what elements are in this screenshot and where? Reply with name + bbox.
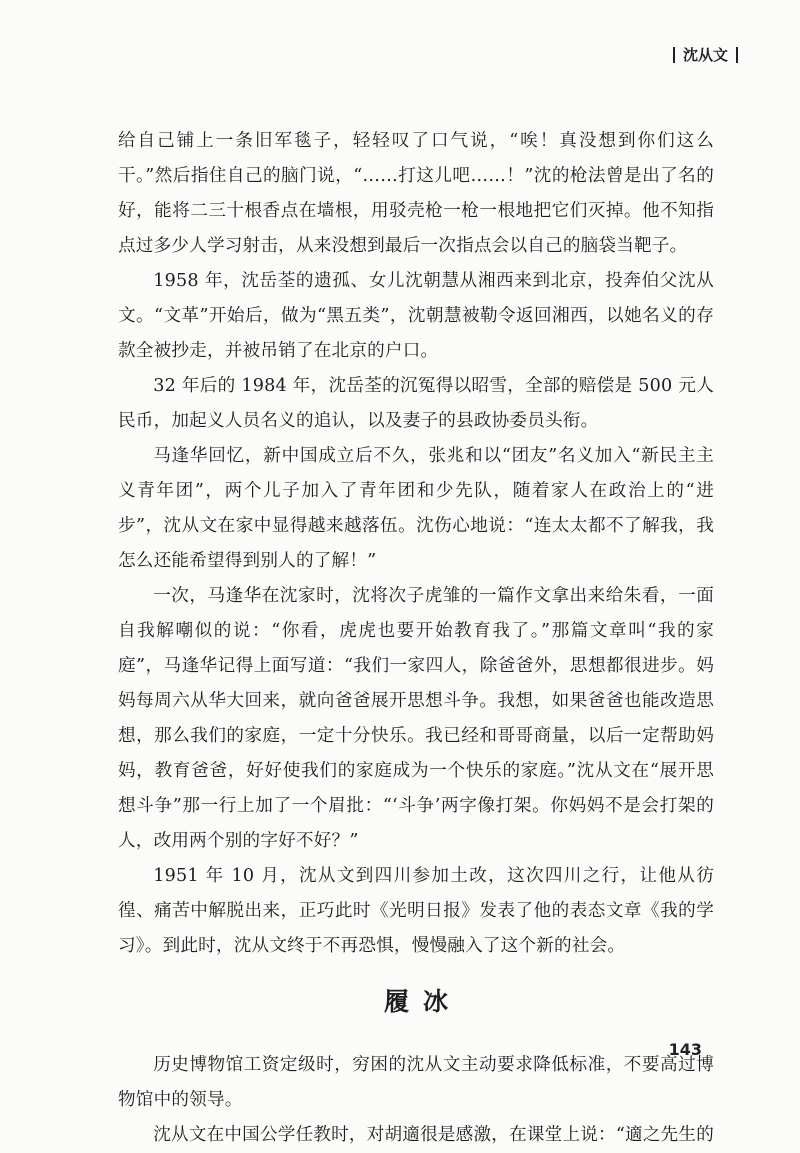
paragraph: 历史博物馆工资定级时，穷困的沈从文主动要求降低标准，不要高过博物馆中的领导。 [118, 1055, 714, 1110]
running-head-title: 沈从文 [682, 46, 728, 64]
page-body [118, 124, 714, 1153]
paragraph: 1951 年 10 月，沈从文到四川参加土改，这次四川之行，让他从彷徨、痛苦中解脱出来，正巧此时《光明日报》发表了他的表态文章《我的学习》。到此时，沈从文终于不再恐惧，慢慢融入了这个新的社会。 [118, 866, 714, 956]
paragraph-continued: 给自己铺上一条旧军毯子，轻轻叹了口气说，“唉！真没想到你们这么干。”然后指住自己的脑门说，“……打这儿吧……！”沈的枪法曾是出了名的好，能将二三十根香点在墙根，用驳壳枪一枪一根地把它们灭掉。他不知指点过多少人学习射击，从来没想到最后一次指点会以自己的脑袋当靶子。 [118, 131, 714, 256]
paragraph: 马逢华回忆，新中国成立后不久，张兆和以“团友”名义加入“新民主主义青年团”，两个儿子加入了青年团和少先队，随着家人在政治上的“进步”，沈从文在家中显得越来越落伍。沈伤心地说：“连太太都不了解我，我怎么还能希望得到别人的了解！” [118, 446, 714, 571]
page-number: 143 [668, 1040, 702, 1059]
running-head-left-rule [673, 47, 675, 63]
paragraph: 1958 年，沈岳荃的遗孤、女儿沈朝慧从湘西来到北京，投奔伯父沈从文。“文革”开始后，做为“黑五类”，沈朝慧被勒令返回湘西，以她名义的存款全被抄走，并被吊销了在北京的户口。 [118, 271, 714, 361]
running-head-right-rule [736, 47, 738, 63]
paragraph: 沈从文在中国公学任教时，对胡適很是感激，在课堂上说：“適之先生的 [153, 1125, 714, 1145]
section-title: 履冰 [383, 987, 462, 1016]
paragraph: 一次，马逢华在沈家时，沈将次子虎雏的一篇作文拿出来给朱看，一面自我解嘲似的说：“你看，虎虎也要开始教育我了。”那篇文章叫“我的家庭”，马逢华记得上面写道：“我们一家四人，除爸爸外，思想都很进步。妈妈每周六从华大回来，就向爸爸展开思想斗争。我想，如果爸爸也能改造思想，那么我们的家庭，一定十分快乐。我已经和哥哥商量，以后一定帮助妈妈，教育爸爸，好好使我们的家庭成为一个快乐的家庭。”沈从文在“展开思想斗争”那一行上加了一个眉批：“‘斗争’两字像打架。你妈妈不是会打架的人，改用两个别的字好不好？” [118, 586, 714, 851]
running-head [673, 44, 738, 65]
paragraph: 32 年后的 1984 年，沈岳荃的沉冤得以昭雪，全部的赔偿是 500 元人民币，加起义人员名义的追认，以及妻子的县政协委员头衔。 [118, 376, 714, 431]
